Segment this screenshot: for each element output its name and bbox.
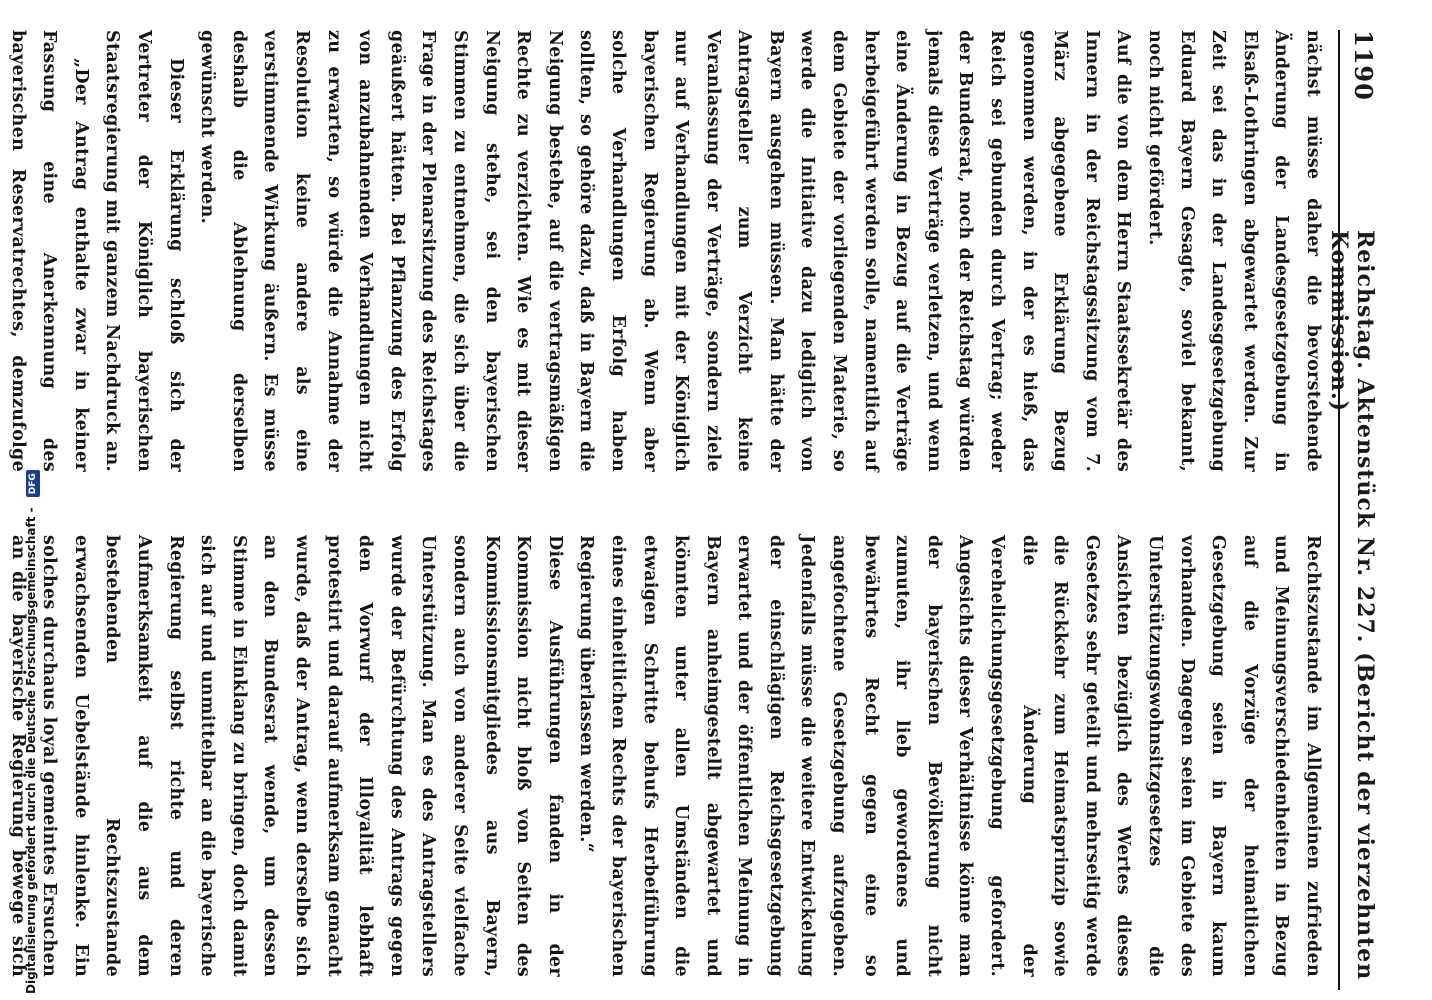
paragraph: Dieser Erklärung schloß sich der Vertreter der Königlich bayerischen Staatsregierung mit ganzem Nachdruck an. <box>102 30 186 472</box>
paragraph: Rechtszustande im Allgemeinen zufrieden und Meinungsverschiedenheiten in Bezug auf die Vorzüge der heimatlichen Gesetzgebung seien in Bayern kaum vorhanden. Dagegen seien im Gebiete des Unterstützungswohnsitzgesetzes die Ansichten bezüglich des Wertes dieses Gesetzes sehr geteilt und mehrseitig werde die Rückkehr zum Heimatsprinzip sowie die Änderung der Verehelichungsgesetzgebung gefordert. Angesichts dieser Verhältnisse könne man der bayerischen Bevölkerung nicht zumuten, ihr lieb gewordenes und bewährtes Recht gegen eine so angefochtene Gesetzgebung aufzugeben. Jedenfalls müsse die weitere Entwickelung der einschlägigen Reichsgesetzgebung erwartet und der öffentlichen Meinung in Bayern anheimgestellt abgewartet und könnten unter allen Umständen die etwaigen Schritte behufs Herbeiführung eines einheitlichen Rechts der bayerischen Regierung überlassen werden.“ <box>576 535 1323 977</box>
left-text-column <box>0 30 1328 472</box>
page-header <box>1326 30 1380 990</box>
paragraph: Auf die von dem Herrn Staatssekretär des Innern in der Reichstagssitzung vom 7. März abgegebene Erklärung Bezug genommen werden, in der es hieß, das Reich sei gebunden durch Vertrag; weder der Bundesrat, noch der Reichstag würden jemals diese Verträge verletzen, und wenn eine Änderung in Bezug auf die Verträge herbeigeführt werden solle, namentlich auf dem Gebiete der vorliegenden Materie, so werde die Initiative dazu lediglich von Bayern ausgehen müssen. Man hätte der Antragsteller zum Verzicht keine Veranlassung der Verträge, sondern ziele nur auf Verhandlungen mit der Königlich bayerischen Regierung ab. Wenn aber solche Verhandlungen Erfolg haben sollten, so gehöre dazu, daß in Bayern die Neigung bestehe, auf die vertragsmäßigen Rechte zu verzichten. Wie es mit dieser Neigung stehe, sei den bayerischen Stimmen zu entnehmen, die sich über die Frage in der Plenarsitzung des Reichstages geäußert hätten. Bei Pflanzung des Erfolg von anzubahnenden Verhandlungen nicht zu erwarten, so würde die Annahme der Resolution keine andere als eine verstimmende Wirkung äußern. Es müsse deshalb die Ablehnung derselben gewünscht werden. <box>197 30 1134 472</box>
paragraph: „Der Antrag enthalte zwar in keiner Fassung eine Anerkennung des bayerischen Reservatrechtes, demzufolge <box>7 30 91 472</box>
right-text-column <box>0 535 1328 977</box>
dfg-logo-icon: DFG <box>26 470 40 497</box>
page-title: Reichstag. Aktenstück Nr. 227. (Bericht der vierzehnten Kommission.) <box>1326 230 1378 981</box>
paragraph: nächst müsse daher die bevorstehende Änderung der Landesgesetzgebung in Elsaß-Lothringen abgewartet werden. Zur Zeit sei das in der Landesgesetzgebung Eduard Bayern Gesagte, soviel bekannt, noch nicht gefördert. <box>1145 30 1323 472</box>
paragraph: Diese Ausführungen fanden in der Kommission nicht bloß von Seiten des Kommissionsmitgliedes aus Bayern, sondern auch von anderer Seite vielfache Unterstützung. Man es des Antragstellers wurde der Befürchtung des Antrags gegen den Vorwurf der Illoyalität lebhaft protestirt und darauf aufmerksam gemacht wurde, daß der Antrag, wenn derselbe sich an den Bundesrat wende, um dessen Stimme in Einklang zu bringen, doch damit sich auf und unmittelbar an die bayerische Regierung selbst richte und deren Aufmerksamkeit auf die aus dem bestehenden Rechtszustande erwachsenden Uebelstände hinlenke. Ein solches durchaus loyal gemeintes Ersuchen an die bayerische Regierung bewege sich <box>7 535 565 977</box>
page-number: 1190 <box>1349 30 1378 101</box>
footer-credit-text: Digitalisierung gefördert durch die Deutsche Forschungsgemeinschaft - <box>24 507 38 994</box>
